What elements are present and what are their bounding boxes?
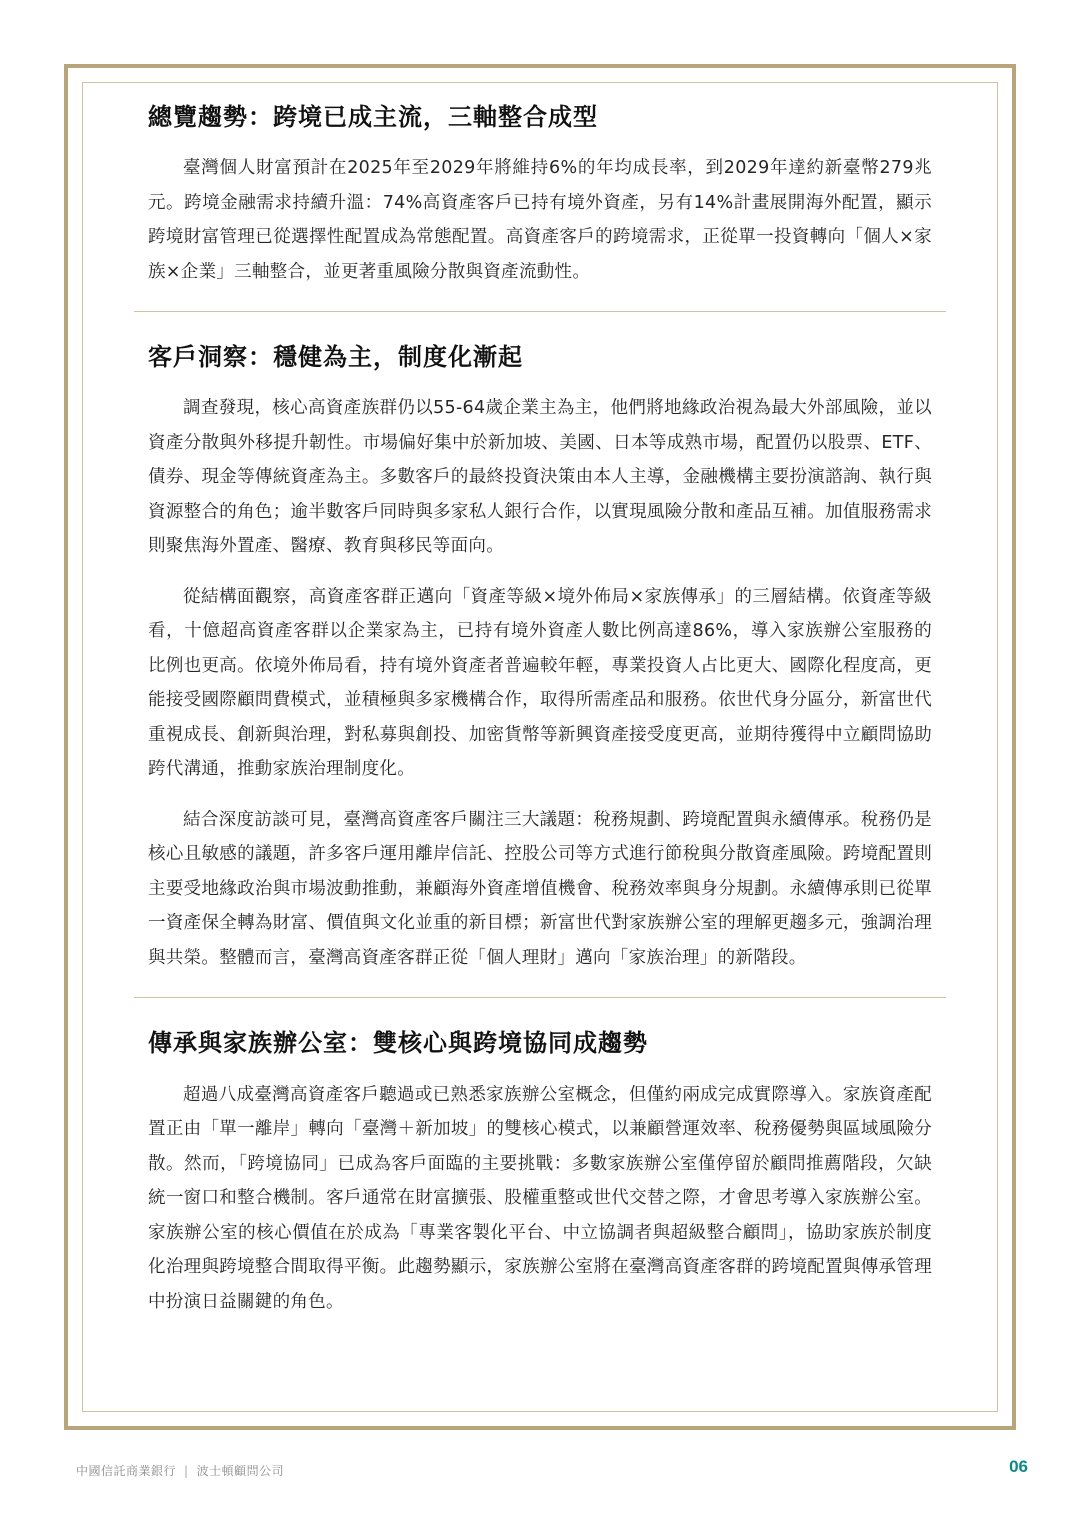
footer-credits (76, 1462, 284, 1479)
section-divider (134, 311, 946, 312)
footer-separator: | (184, 1464, 189, 1478)
footer-bank-name: 中國信託商業銀行 (76, 1464, 177, 1478)
section-client-insights (134, 342, 946, 975)
section-divider (134, 997, 946, 998)
section-title: 總覽趨勢：跨境已成主流，三軸整合成型 (148, 103, 598, 131)
section-paragraph: 臺灣個人財富預計在2025年至2029年將維持6%的年均成長率，到2029年達約新臺幣279兆元。跨境金融需求持續升溫：74%高資產客戶已持有境外資產，另有14%計畫展開海外配置，顯示跨境財富管理已從選擇性配置成為常態配置。高資產客戶的跨境需求，正從單一投資轉向「個人×家族×企業」三軸整合，並更著重風險分散與資產流動性。 (148, 158, 932, 282)
section-family-office (134, 1028, 946, 1319)
section-title: 客戶洞察：穩健為主，制度化漸起 (148, 343, 523, 372)
footer-consultant-name: 波士頓顧問公司 (196, 1464, 285, 1478)
section-paragraph: 調查發現，核心高資產族群仍以55-64歲企業主為主，他們將地緣政治視為最大外部風險，並以資產分散與外移提升韌性。市場偏好集中於新加坡、美國、日本等成熟市場，配置仍以股票、ETF、債券、現金等傳統資產為主。多數客戶的最終投資決策由本人主導，金融機構主要扮演諮詢、執行與資源整合的角色；逾半數客戶同時與多家私人銀行合作，以實現風險分散和產品互補。加值服務需求則聚焦海外置產、醫療、教育與移民等面向。 (148, 398, 932, 557)
section-title: 傳承與家族辦公室：雙核心與跨境協同成趨勢 (148, 1029, 648, 1058)
section-paragraph: 超過八成臺灣高資產客戶聽過或已熟悉家族辦公室概念，但僅約兩成完成實際導入。家族資產配置正由「單一離岸」轉向「臺灣＋新加坡」的雙核心模式，以兼顧營運效率、稅務優勢與區域風險分散。然而，「跨境協同」已成為客戶面臨的主要挑戰：多數家族辦公室僅停留於顧問推薦階段，欠缺統一窗口和整合機制。客戶通常在財富擴張、股權重整或世代交替之際，才會思考導入家族辦公室。家族辦公室的核心價值在於成為「專業客製化平台、中立協調者與超級整合顧問」，協助家族於制度化治理與跨境整合間取得平衡。此趨勢顯示，家族辦公室將在臺灣高資產客群的跨境配置與傳承管理中扮演日益關鍵的角色。 (148, 1084, 932, 1312)
section-paragraph: 從結構面觀察，高資產客群正邁向「資產等級×境外佈局×家族傳承」的三層結構。依資產等級看，十億超高資產客群以企業家為主，已持有境外資產人數比例高達86%，導入家族辦公室服務的比例也更高。依境外佈局看，持有境外資產者普遍較年輕，專業投資人占比更大、國際化程度高，更能接受國際顧問費模式，並積極與多家機構合作，取得所需產品和服務。依世代身分區分，新富世代重視成長、創新與治理，對私募與創投、加密貨幣等新興資產接受度更高，並期待獲得中立顧問協助跨代溝通，推動家族治理制度化。 (148, 586, 932, 780)
page-number: 06 (1009, 1457, 1028, 1476)
page-content (134, 102, 946, 1335)
section-overview-trends (134, 102, 946, 289)
section-paragraph: 結合深度訪談可見，臺灣高資產客戶關注三大議題：稅務規劃、跨境配置與永續傳承。稅務仍是核心且敏感的議題，許多客戶運用離岸信託、控股公司等方式進行節稅與分散資產風險。跨境配置則主要受地緣政治與市場波動推動，兼顧海外資產增值機會、稅務效率與身分規劃。永續傳承則已從單一資產保全轉為財富、價值與文化並重的新目標；新富世代對家族辦公室的理解更趨多元，強調治理與共榮。整體而言，臺灣高資產客群正從「個人理財」邁向「家族治理」的新階段。 (148, 809, 932, 968)
